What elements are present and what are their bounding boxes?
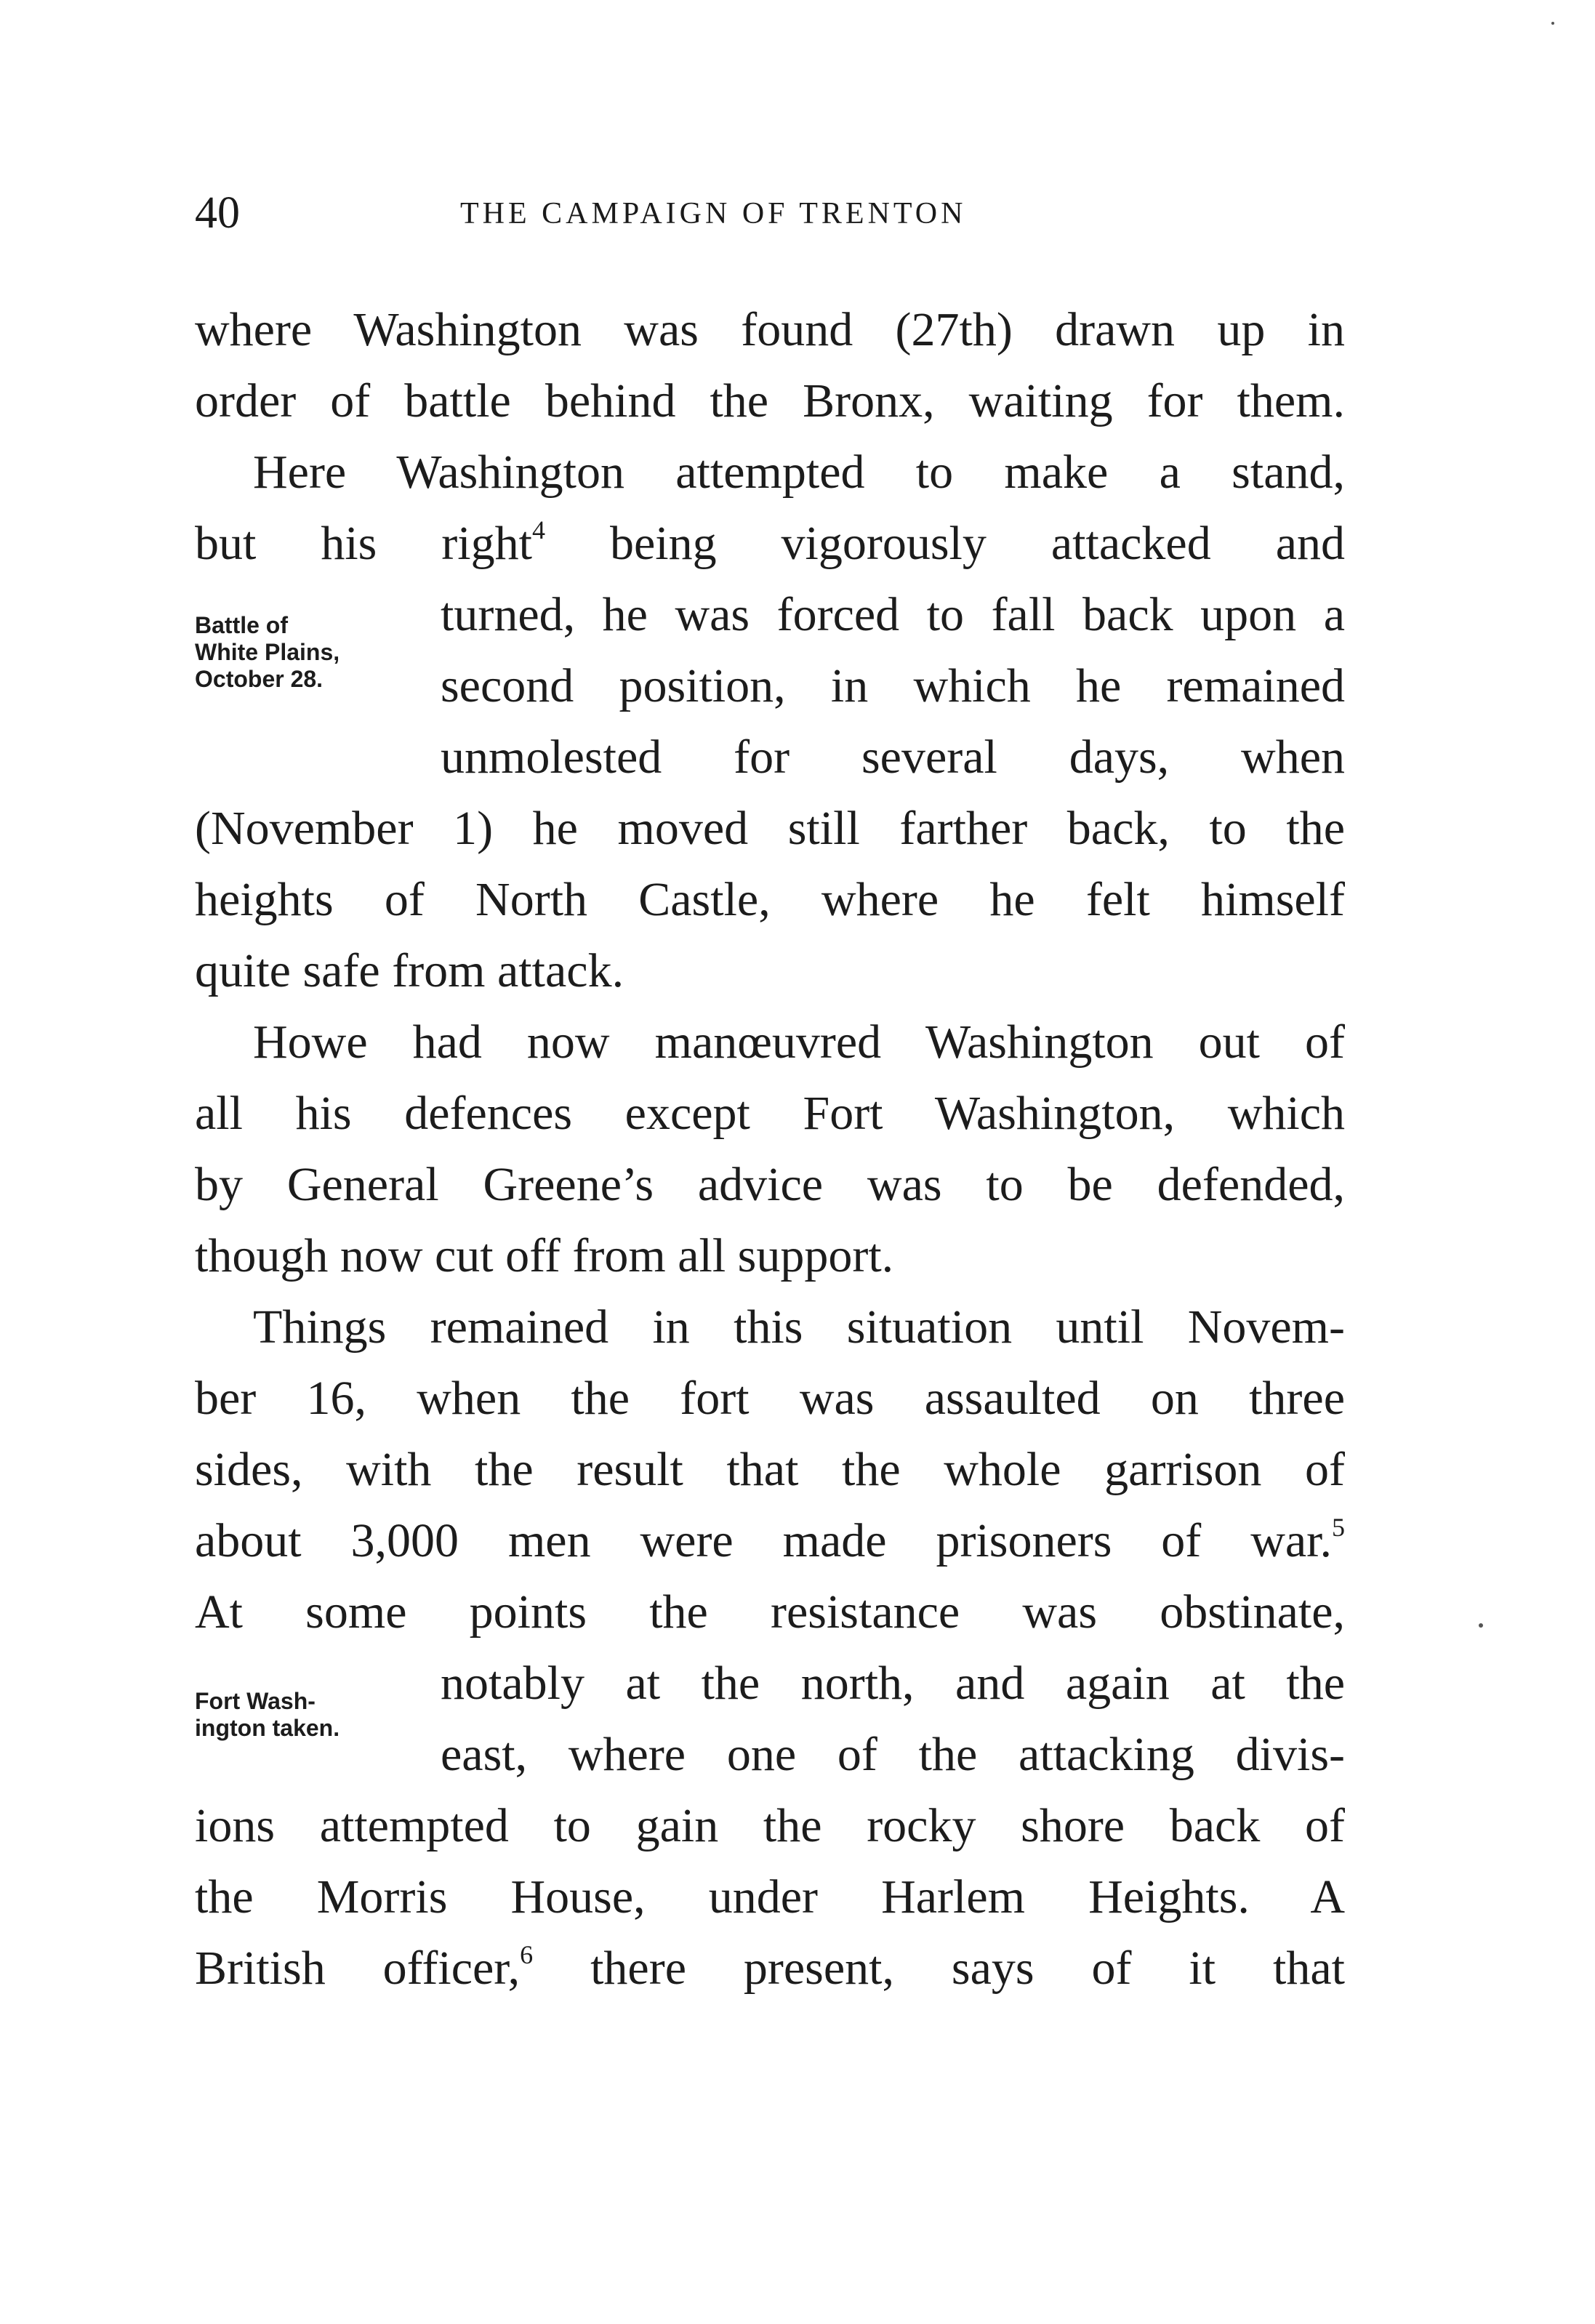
text-line: At some points the resistance was obstinate, xyxy=(195,1585,1345,1639)
margin-note-line: Battle of xyxy=(195,612,288,638)
text-line: second position, in which he remained xyxy=(441,659,1345,712)
text-line xyxy=(195,1935,1345,2002)
text-line: heights of North Castle, where he felt himself xyxy=(195,873,1345,926)
margin-note-line: White Plains, xyxy=(195,639,340,665)
text-line: sides, with the result that the whole garrison of xyxy=(195,1443,1345,1496)
text-fragment: about 3,000 men were made prisoners of war. xyxy=(195,1514,1332,1567)
text-line: unmolested for several days, when xyxy=(441,731,1345,784)
margin-note-line: Fort Wash- xyxy=(195,1688,316,1714)
margin-note-white-plains xyxy=(195,612,340,693)
footnote-ref: 5 xyxy=(1332,1513,1345,1542)
margin-note-line: ington taken. xyxy=(195,1715,340,1741)
text-line: by General Greene’s advice was to be defended, xyxy=(195,1158,1345,1211)
specks xyxy=(1551,22,1554,25)
text-line: notably at the north, and again at the xyxy=(441,1657,1345,1710)
text-fragment: British officer, xyxy=(195,1942,521,1995)
margin-note-line: October 28. xyxy=(195,666,324,692)
footnote-ref: 4 xyxy=(531,515,545,544)
text-line: where Washington was found (27th) drawn up in xyxy=(195,303,1345,356)
text-line: Things remained in this situation until Novem- xyxy=(253,1300,1345,1354)
text-line: quite safe from attack. xyxy=(195,944,624,997)
text-line: turned, he was forced to fall back upon a xyxy=(441,588,1345,641)
text-line: ions attempted to gain the rocky shore back of xyxy=(195,1799,1345,1852)
page-number: 40 xyxy=(195,188,240,238)
text-line: Howe had now manœuvred Washington out of xyxy=(253,1016,1345,1069)
running-head xyxy=(195,188,1345,238)
text-fragment: being vigorously attacked and xyxy=(545,517,1345,570)
running-title: THE CAMPAIGN OF TRENTON xyxy=(460,197,967,230)
text-line: the Morris House, under Harlem Heights. A xyxy=(195,1870,1345,1923)
text-line: though now cut off from all support. xyxy=(195,1229,894,1282)
text-line xyxy=(195,510,1345,577)
text-line: all his defences except Fort Washington, which xyxy=(195,1087,1345,1140)
text-line: east, where one of the attacking divis- xyxy=(441,1728,1345,1781)
text-fragment: there present, says of it that xyxy=(533,1942,1345,1995)
text-line: order of battle behind the Bronx, waiting for them. xyxy=(195,374,1345,427)
specks xyxy=(1479,1623,1483,1628)
text-line: ber 16, when the fort was assaulted on three xyxy=(195,1372,1345,1425)
margin-note-fort-washington xyxy=(195,1688,340,1742)
footnote-ref: 6 xyxy=(520,1940,534,1969)
text-fragment: but his right xyxy=(195,517,532,570)
text-line xyxy=(195,1508,1345,1575)
text-line: (November 1) he moved still farther back, to the xyxy=(195,802,1345,855)
text-line: Here Washington attempted to make a stand, xyxy=(253,446,1345,499)
